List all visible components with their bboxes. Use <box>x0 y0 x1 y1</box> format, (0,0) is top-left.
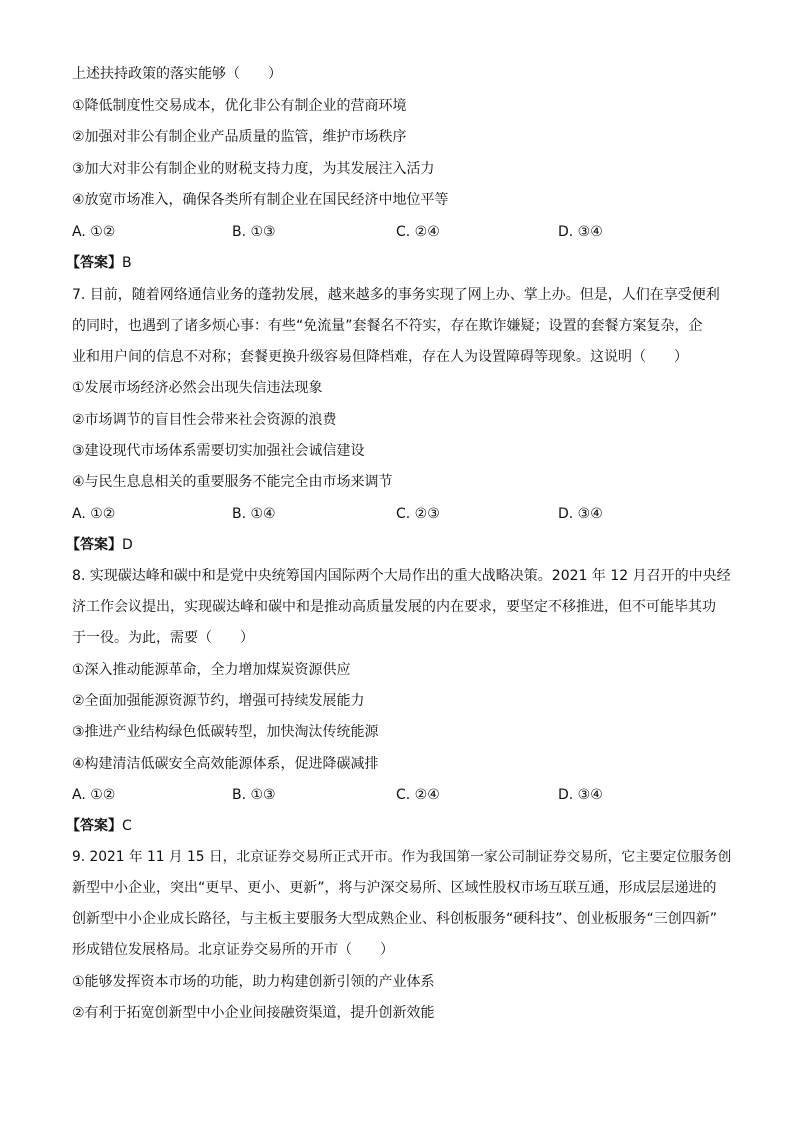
answer-value: D <box>122 537 133 553</box>
q8-option-c: C. ②④ <box>396 787 440 803</box>
q6-option-a: A. ①② <box>72 224 116 240</box>
answer-value: B <box>122 255 132 271</box>
q7-option-d: D. ③④ <box>558 506 603 522</box>
q8-item-3: ③推进产业结构绿色低碳转型，加快淘汰传统能源 <box>72 724 379 740</box>
q6-stem-line: 上述扶持政策的落实能够（ ） <box>72 66 282 82</box>
q7-options <box>72 504 732 524</box>
q7-option-a: A. ①② <box>72 506 116 522</box>
q7-option-b: B. ①④ <box>232 506 276 522</box>
q6-options <box>72 222 732 242</box>
q8-stem-line-1: 8. 实现碳达峰和碳中和是党中央统筹国内国际两个大局作出的重大战略决策。2021 年 12 月召开的中央经 <box>72 568 731 584</box>
q9-item-1: ①能够发挥资本市场的功能，助力构建创新引领的产业体系 <box>72 974 435 990</box>
q7-stem-line-1: 7. 目前，随着网络通信业务的蓬勃发展，越来越多的事务实现了网上办、掌上办。但是，人们在享受便利 <box>72 287 720 303</box>
q7-item-2: ②市场调节的盲目性会带来社会资源的浪费 <box>72 412 337 428</box>
q9-stem-line-1: 9. 2021 年 11 月 15 日，北京证券交易所正式开市。作为我国第一家公司制证券交易所，它主要定位服务创 <box>72 849 732 865</box>
q6-item-4: ④放宽市场准入，确保各类所有制企业在国民经济中地位平等 <box>72 192 449 208</box>
q8-item-4: ④构建清洁低碳安全高效能源体系，促进降碳减排 <box>72 756 379 772</box>
q7-stem-line-3: 业和用户间的信息不对称；套餐更换升级容易但降档难，存在人为设置障碍等现象。这说明（ ） <box>72 349 688 365</box>
q6-option-d: D. ③④ <box>558 224 603 240</box>
q8-options <box>72 785 732 805</box>
q7-item-3: ③建设现代市场体系需要切实加强社会诚信建设 <box>72 443 365 459</box>
q7-item-4: ④与民生息息相关的重要服务不能完全由市场来调节 <box>72 474 393 490</box>
q7-option-c: C. ②③ <box>396 506 440 522</box>
q9-stem-line-3: 创新型中小企业成长路径，与主板主要服务大型成熟企业、科创板服务“硬科技”、创业板服务“三创四新” <box>72 911 718 927</box>
q6-option-c: C. ②④ <box>396 224 440 240</box>
answer-label: 【答案】 <box>66 537 122 553</box>
q9-item-2: ②有利于拓宽创新型中小企业间接融资渠道，提升创新效能 <box>72 1005 435 1021</box>
q8-item-1: ①深入推动能源革命，全力增加煤炭资源供应 <box>72 662 351 678</box>
q6-option-b: B. ①③ <box>232 224 276 240</box>
answer-label: 【答案】 <box>66 255 122 271</box>
q6-item-1: ①降低制度性交易成本，优化非公有制企业的营商环境 <box>72 98 407 114</box>
answer-label: 【答案】 <box>66 818 122 834</box>
q8-stem-line-2: 济工作会议提出，实现碳达峰和碳中和是推动高质量发展的内在要求，要坚定不移推进，但不可能毕其功 <box>72 599 716 615</box>
answer-value: C <box>122 818 132 834</box>
q7-stem-line-2: 的同时，也遇到了诸多烦心事：有些“免流量”套餐名不符实，存在欺诈嫌疑；设置的套餐方案复杂，企 <box>72 318 703 334</box>
q8-option-b: B. ①③ <box>232 787 276 803</box>
q6-answer <box>66 253 132 273</box>
q8-answer <box>66 816 132 836</box>
q8-item-2: ②全面加强能源资源节约，增强可持续发展能力 <box>72 693 365 709</box>
q8-option-a: A. ①② <box>72 787 116 803</box>
q6-item-3: ③加大对非公有制企业的财税支持力度，为其发展注入活力 <box>72 161 435 177</box>
q9-stem-line-2: 新型中小企业，突出“更早、更小、更新”，将与沪深交易所、区域性股权市场互联互通，形成层层递进的 <box>72 880 717 896</box>
q9-stem-line-4: 形成错位发展格局。北京证券交易所的开市（ ） <box>72 942 394 958</box>
q8-option-d: D. ③④ <box>558 787 603 803</box>
q6-item-2: ②加强对非公有制企业产品质量的监管，维护市场秩序 <box>72 129 407 145</box>
q8-stem-line-3: 于一役。为此，需要（ ） <box>72 630 254 646</box>
q7-item-1: ①发展市场经济必然会出现失信违法现象 <box>72 380 323 396</box>
q7-answer <box>66 535 133 555</box>
